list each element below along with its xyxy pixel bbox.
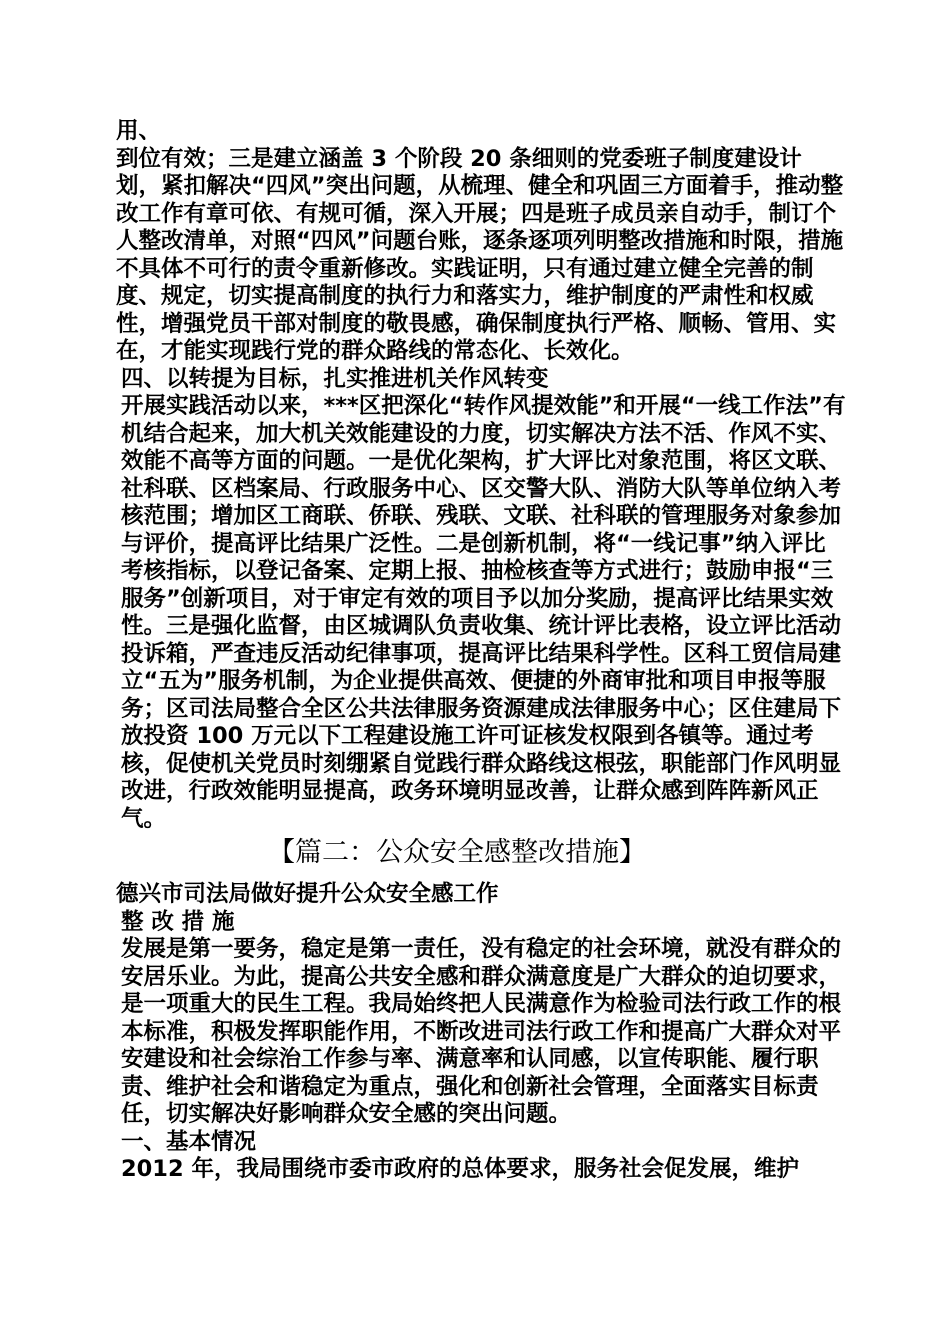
paragraph-2012: 2012 年，我局围绕市委市政府的总体要求，服务社会促发展，维护 [121,1156,799,1182]
document-page [116,118,846,1184]
paragraph-system-building: 到位有效；三是建立涵盖 3 个阶段 20 条细则的党委班子制度建设计划，紧扣解决“四风”突出问题，从梳理、健全和巩固三方面着手，推动整改工作有章可依、有规可循，深入开展；四是班子成员亲自动手，制订个人整改清单，对照“四风”问题台账，逐条逐项列明整改措施和时限，措施不具体不可行的责令重新修改。实践证明，只有通过建立健全完善的制度、规定，切实提高制度的执行力和落实力，维护制度的严肃性和权威性，增强党员干部对制度的敬畏感，确保制度执行严格、顺畅、管用、实在，才能实现践行党的群众路线的常态化、长效化。 [116,145,844,364]
heading-measures: 整 改 措 施 [121,908,235,935]
heading-basic-situation: 一、基本情况 [121,1128,257,1155]
paragraph-fragment: 用、 [116,118,162,144]
paragraph-work-style: 开展实践活动以来，***区把深化“转作风提效能”和开展“一线工作法”有机结合起来，加大机关效能建设的力度，切实解决方法不活、作风不实、效能不高等方面的问题。一是优化架构，扩大评比对象范围，将区文联、社科联、区档案局、行政服务中心、区交警大队、消防大队等单位纳入考核范围；增加区工商联、侨联、残联、文联、社科联的管理服务对象参加与评价，提高评比结果广泛性。二是创新机制，将“一线记事”纳入评比考核指标，以登记备案、定期上报、抽检核查等方式进行；鼓励申报“三服务”创新项目，对于审定有效的项目予以加分奖励，提高评比结果实效性。三是强化监督，由区城调队负责收集、统计评比表格，设立评比活动投诉箱，严查违反活动纪律事项，提高评比结果科学性。区科工贸信局建立“五为”服务机制，为企业提供高效、便捷的外商审批和项目申报等服务；区司法局整合全区公共法律服务资源建成法律服务中心；区住建局下放投资 100 万元以下工程建设施工许可证核发权限到各镇等。通过考核，促使机关党员时刻绷紧自觉践行群众路线这根弦，职能部门作风明显改进，行政效能明显提高，政务环境明显改善，让群众感到阵阵新风正气。 [121,393,846,832]
section-title: 【篇二：公众安全感整改措施】 [268,837,646,868]
paragraph-intro: 发展是第一要务，稳定是第一责任，没有稳定的社会环境，就没有群众的安居乐业。为此，提高公共安全感和群众满意度是广大群众的迫切要求，是一项重大的民生工程。我局始终把人民满意作为检验司法行政工作的根本标准，积极发挥职能作用，不断改进司法行政工作和提高广大群众对平安建设和社会综治工作参与率、满意率和认同感，以宣传职能、履行职责、维护社会和谐稳定为重点，强化和创新社会管理，全面落实目标责任，切实解决好影响群众安全感的突出问题。 [121,936,842,1127]
document-title: 德兴市司法局做好提升公众安全感工作 [116,881,499,907]
heading-section-four: 四、以转提为目标，扎实推进机关作风转变 [121,365,549,392]
